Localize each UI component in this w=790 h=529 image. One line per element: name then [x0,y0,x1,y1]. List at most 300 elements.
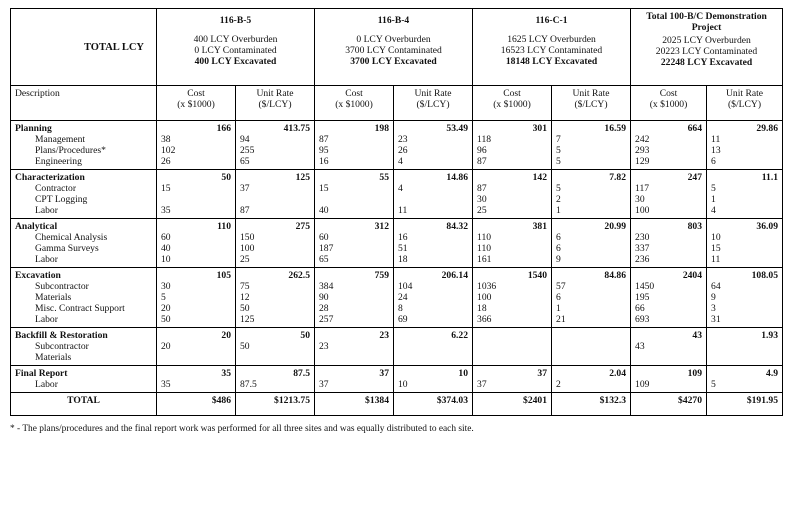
unit-rate-value: 24 [398,292,408,303]
cost-cell [157,366,236,393]
cost-value: 100 [635,205,650,216]
unit-rate-subtotal: 84.86 [604,270,627,281]
cost-subtotal: 2404 [682,270,703,281]
unit-rate-value: 94 [240,134,250,145]
cost-header [631,86,707,121]
cost-subtotal: 37 [379,368,389,379]
unit-rate-value: 255 [240,145,255,156]
description-header: Description [11,86,157,121]
section-description [11,268,157,328]
cost-cell [473,268,552,328]
unit-rate-header-unit: ($/LCY) [574,99,608,110]
cost-value: 60 [319,232,329,243]
cost-value: 195 [635,292,650,303]
cost-subtotal: 247 [687,172,703,183]
unit-rate-header-label: Unit Rate [414,88,452,99]
cost-value: 110 [477,232,492,243]
cost-header-label: Cost [345,88,363,99]
cost-value: 236 [635,254,650,265]
total-unit-rate: $191.95 [707,393,783,416]
cost-value: 20 [161,341,171,352]
cost-value: 38 [161,134,171,145]
line-item-label: Misc. Contract Support [35,303,125,314]
cost-header-label: Cost [503,88,521,99]
unit-rate-value: 125 [240,314,255,325]
cost-value: 50 [161,314,171,325]
line-item-label: Subcontractor [35,341,89,352]
cost-value: 117 [635,183,650,194]
cost-header-unit: (x $1000) [335,99,373,110]
cost-subtotal: 35 [221,368,231,379]
cost-cell [473,328,552,366]
cost-cell [631,328,707,366]
unit-rate-cell [394,268,473,328]
unit-rate-value: 15 [711,243,721,254]
cost-value: 10 [161,254,171,265]
unit-rate-cell [236,219,315,268]
unit-rate-value: 4 [711,205,716,216]
cost-subtotal: 803 [687,221,703,232]
cost-cell [315,366,394,393]
cost-value: 230 [635,232,650,243]
unit-rate-value: 9 [711,292,716,303]
unit-rate-value: 26 [398,145,408,156]
unit-rate-value [398,341,468,352]
cost-subtotal: 166 [216,123,231,134]
cost-subtotal: 23 [379,330,389,341]
cost-cell [157,268,236,328]
section-description [11,121,157,170]
cost-table-sheet [10,8,782,434]
unit-rate-value: 75 [240,281,250,292]
unit-rate-subtotal: 36.09 [756,221,779,232]
unit-rate-value [240,352,310,363]
unit-rate-value: 10 [711,232,721,243]
unit-rate-cell [236,268,315,328]
cost-value: 102 [161,145,176,156]
cost-cell [157,328,236,366]
cost-subtotal: 43 [692,330,703,341]
line-item-label: Labor [35,205,58,216]
cost-value: 118 [477,134,492,145]
cost-value: 37 [477,379,487,390]
cost-value: 161 [477,254,492,265]
unit-rate-subtotal [556,330,626,341]
cost-value: 40 [161,243,171,254]
line-item-label: Contractor [35,183,77,194]
section-description [11,219,157,268]
cost-value: 1450 [635,281,655,292]
cost-value: 693 [635,314,650,325]
total-row [11,393,783,416]
unit-rate-cell [552,366,631,393]
line-item-label: Gamma Surveys [35,243,99,254]
site-header-row [11,9,783,86]
unit-rate-value: 5 [556,156,561,167]
cost-value: 242 [635,134,650,145]
site-name: Total 100-B/C Demonstration Project [646,11,767,33]
unit-rate-value: 2 [556,194,561,205]
unit-rate-cell [707,170,783,219]
unit-rate-subtotal: 275 [295,221,310,232]
line-item-label: Management [35,134,86,145]
unit-rate-cell [707,268,783,328]
unit-rate-value: 23 [398,134,408,145]
unit-rate-subtotal: 50 [300,330,310,341]
unit-rate-value: 1 [711,194,716,205]
unit-rate-value: 5 [556,145,561,156]
unit-rate-value: 87 [240,205,250,216]
cost-subtotal: 312 [374,221,389,232]
unit-rate-subtotal: 29.86 [756,123,779,134]
cost-cell [315,219,394,268]
cost-cell [631,268,707,328]
cost-value: 30 [635,194,645,205]
cost-value: 87 [477,156,487,167]
unit-rate-value: 25 [240,254,250,265]
unit-rate-cell [552,268,631,328]
unit-rate-value [556,352,626,363]
unit-rate-header [394,86,473,121]
section-title: Analytical [15,221,58,232]
cost-value: 90 [319,292,329,303]
cost-cell [315,268,394,328]
cost-subtotal: 55 [379,172,389,183]
cost-cell [631,121,707,170]
unit-rate-cell [707,366,783,393]
total-cost: $4270 [631,393,707,416]
total-unit-rate: $132.3 [552,393,631,416]
cost-value [161,352,231,363]
footnote: * - The plans/procedures and the final report work was performed for all three sites and was equally distributed to each site. [10,424,474,434]
unit-rate-header-label: Unit Rate [256,88,294,99]
cost-value: 16 [319,156,329,167]
cost-value: 257 [319,314,334,325]
cost-value: 30 [161,281,171,292]
cost-value: 87 [319,134,329,145]
unit-rate-cell [552,328,631,366]
cost-value: 66 [635,303,645,314]
cost-value: 35 [161,379,171,390]
cost-value: 293 [635,145,650,156]
unit-rate-value: 7 [556,134,561,145]
cost-header [473,86,552,121]
cost-cell [157,170,236,219]
unit-rate-value: 3 [711,303,716,314]
unit-rate-cell [707,219,783,268]
unit-rate-value: 31 [711,314,721,325]
line-item-label: Subcontractor [35,281,89,292]
unit-rate-header-unit: ($/LCY) [416,99,450,110]
site-header [157,9,315,86]
cost-header-unit: (x $1000) [649,99,688,110]
cost-subtotal: 110 [217,221,231,232]
unit-rate-cell [236,366,315,393]
unit-rate-value: 150 [240,232,255,243]
site-contaminated: 16523 LCY Contaminated [500,45,603,56]
unit-rate-value: 12 [240,292,250,303]
site-header [315,9,473,86]
line-item-label: Labor [35,314,58,325]
unit-rate-value: 65 [240,156,250,167]
section-description [11,328,157,366]
cost-table [10,8,783,416]
unit-rate-value: 6 [556,243,561,254]
section-description [11,366,157,393]
unit-rate-header-label: Unit Rate [725,88,764,99]
cost-value [319,352,389,363]
site-header [473,9,631,86]
unit-rate-value: 4 [398,183,403,194]
site-header [631,9,783,86]
site-overburden: 0 LCY Overburden [356,34,431,45]
unit-rate-value: 16 [398,232,408,243]
section-row [11,219,783,268]
cost-value [477,352,547,363]
cost-cell [315,170,394,219]
section-title: Final Report [15,368,68,379]
unit-rate-value: 37 [240,183,250,194]
unit-rate-value: 50 [240,341,250,352]
cost-subtotal: 664 [687,123,703,134]
cost-subtotal: 20 [221,330,231,341]
unit-rate-value: 5 [711,183,716,194]
line-item-label: CPT Logging [35,194,88,205]
unit-rate-value [711,352,778,363]
cost-value: 35 [161,205,171,216]
cost-value: 26 [161,156,171,167]
line-item-label: Plans/Procedures* [35,145,106,156]
unit-rate-value: 8 [398,303,403,314]
cost-value: 28 [319,303,329,314]
cost-header-unit: (x $1000) [493,99,531,110]
section-row [11,366,783,393]
unit-rate-subtotal: 108.05 [751,270,779,281]
site-name: 116-C-1 [535,15,568,26]
unit-rate-header-unit: ($/LCY) [258,99,292,110]
unit-rate-value: 100 [240,243,255,254]
line-item-label: Materials [35,352,72,363]
unit-rate-cell [236,170,315,219]
cost-value: 96 [477,145,487,156]
unit-rate-value: 2 [556,379,561,390]
site-excavated: 22248 LCY Excavated [660,57,753,68]
cost-value: 37 [319,379,329,390]
cost-header-label: Cost [659,88,678,99]
total-cost: $2401 [473,393,552,416]
cost-cell [631,170,707,219]
unit-rate-cell [552,121,631,170]
cost-value: 100 [477,292,492,303]
cost-cell [473,121,552,170]
unit-rate-header [236,86,315,121]
unit-rate-subtotal: 53.49 [446,123,469,134]
site-excavated: 3700 LCY Excavated [350,56,437,67]
cost-value: 60 [161,232,171,243]
cost-value [161,194,231,205]
cost-value: 366 [477,314,492,325]
section-row [11,268,783,328]
cost-subtotal: 142 [532,172,548,183]
column-header-row [11,86,783,121]
unit-rate-value: 5 [556,183,561,194]
unit-rate-subtotal: 206.14 [441,270,469,281]
unit-rate-value: 6 [556,232,561,243]
section-title: Backfill & Restoration [15,330,108,341]
cost-value: 65 [319,254,329,265]
unit-rate-value: 11 [711,134,721,145]
cost-header [157,86,236,121]
cost-subtotal: 1540 [527,270,548,281]
line-item-label: Materials [35,292,72,303]
unit-rate-value: 69 [398,314,408,325]
unit-rate-value: 6 [711,156,716,167]
unit-rate-subtotal: 2.04 [609,368,627,379]
unit-rate-cell [707,121,783,170]
unit-rate-cell [394,170,473,219]
line-item-label: Engineering [35,156,82,167]
cost-value: 1036 [477,281,497,292]
section-description [11,170,157,219]
unit-rate-cell [236,328,315,366]
cost-header-label: Cost [187,88,205,99]
cost-value: 40 [319,205,329,216]
section-title: Planning [15,123,52,134]
unit-rate-cell [394,219,473,268]
unit-rate-subtotal: 87.5 [293,368,310,379]
total-cost: $1384 [315,393,394,416]
unit-rate-header [552,86,631,121]
unit-rate-cell [394,328,473,366]
unit-rate-value: 21 [556,314,566,325]
unit-rate-value: 6 [556,292,561,303]
unit-rate-subtotal: 14.86 [446,172,469,183]
cost-value: 337 [635,243,650,254]
cost-value: 109 [635,379,650,390]
cost-value: 30 [477,194,487,205]
cost-cell [631,366,707,393]
cost-cell [315,328,394,366]
unit-rate-subtotal: 6.22 [451,330,469,341]
cost-subtotal: 301 [532,123,548,134]
unit-rate-subtotal: 10 [458,368,469,379]
cost-value: 5 [161,292,166,303]
cost-value: 15 [161,183,171,194]
total-lcy-label: TOTAL LCY [11,9,157,86]
cost-subtotal: 759 [374,270,389,281]
cost-subtotal: 381 [532,221,548,232]
cost-subtotal: 109 [687,368,703,379]
cost-value: 15 [319,183,329,194]
unit-rate-value: 13 [711,145,721,156]
unit-rate-subtotal: 4.9 [766,368,779,379]
section-row [11,328,783,366]
cost-value: 43 [635,341,645,352]
unit-rate-value: 87.5 [240,379,257,390]
cost-cell [473,366,552,393]
line-item-label: Chemical Analysis [35,232,108,243]
unit-rate-value: 9 [556,254,561,265]
cost-value: 129 [635,156,650,167]
site-contaminated: 3700 LCY Contaminated [345,45,442,56]
site-excavated: 18148 LCY Excavated [505,56,598,67]
unit-rate-subtotal: 16.59 [604,123,627,134]
unit-rate-value: 10 [398,379,408,390]
site-contaminated: 0 LCY Contaminated [194,45,277,56]
site-name: 116-B-4 [377,15,410,26]
unit-rate-cell [236,121,315,170]
cost-value: 87 [477,183,487,194]
cost-value [319,194,389,205]
cost-value: 384 [319,281,334,292]
unit-rate-cell [394,121,473,170]
total-cost: $486 [157,393,236,416]
cost-subtotal [477,330,547,341]
cost-cell [315,121,394,170]
cost-value: 110 [477,243,492,254]
unit-rate-value: 5 [711,379,716,390]
unit-rate-value: 11 [711,254,721,265]
unit-rate-subtotal: 262.5 [288,270,310,281]
unit-rate-header-unit: ($/LCY) [727,99,762,110]
cost-value: 23 [319,341,329,352]
unit-rate-subtotal: 20.99 [604,221,627,232]
cost-value: 18 [477,303,487,314]
cost-cell [473,219,552,268]
line-item-label: Labor [35,254,58,265]
site-contaminated: 20223 LCY Contaminated [655,46,758,57]
site-overburden: 2025 LCY Overburden [662,35,751,46]
cost-subtotal: 198 [374,123,389,134]
unit-rate-header [707,86,783,121]
section-row [11,170,783,219]
unit-rate-cell [552,170,631,219]
cost-cell [631,219,707,268]
cost-header [315,86,394,121]
total-unit-rate: $1213.75 [236,393,315,416]
unit-rate-subtotal: 1.93 [761,330,779,341]
unit-rate-cell [707,328,783,366]
line-item-label: Labor [35,379,58,390]
unit-rate-value: 11 [398,205,408,216]
cost-subtotal: 50 [221,172,231,183]
section-row [11,121,783,170]
unit-rate-value [556,341,626,352]
unit-rate-value [398,194,468,205]
cost-cell [157,219,236,268]
unit-rate-subtotal: 413.75 [283,123,310,134]
cost-subtotal: 105 [216,270,231,281]
site-excavated: 400 LCY Excavated [194,56,277,67]
unit-rate-cell [552,219,631,268]
unit-rate-value: 1 [556,303,561,314]
unit-rate-subtotal: 7.82 [609,172,627,183]
unit-rate-value: 51 [398,243,408,254]
unit-rate-header-label: Unit Rate [572,88,610,99]
unit-rate-subtotal: 11.1 [761,172,779,183]
unit-rate-value: 57 [556,281,566,292]
site-overburden: 400 LCY Overburden [193,34,278,45]
unit-rate-value: 50 [240,303,250,314]
unit-rate-value [398,352,468,363]
unit-rate-cell [394,366,473,393]
cost-subtotal: 37 [537,368,548,379]
total-unit-rate: $374.03 [394,393,473,416]
cost-value: 20 [161,303,171,314]
total-label: TOTAL [11,393,157,416]
cost-header-unit: (x $1000) [177,99,215,110]
unit-rate-value: 1 [556,205,561,216]
